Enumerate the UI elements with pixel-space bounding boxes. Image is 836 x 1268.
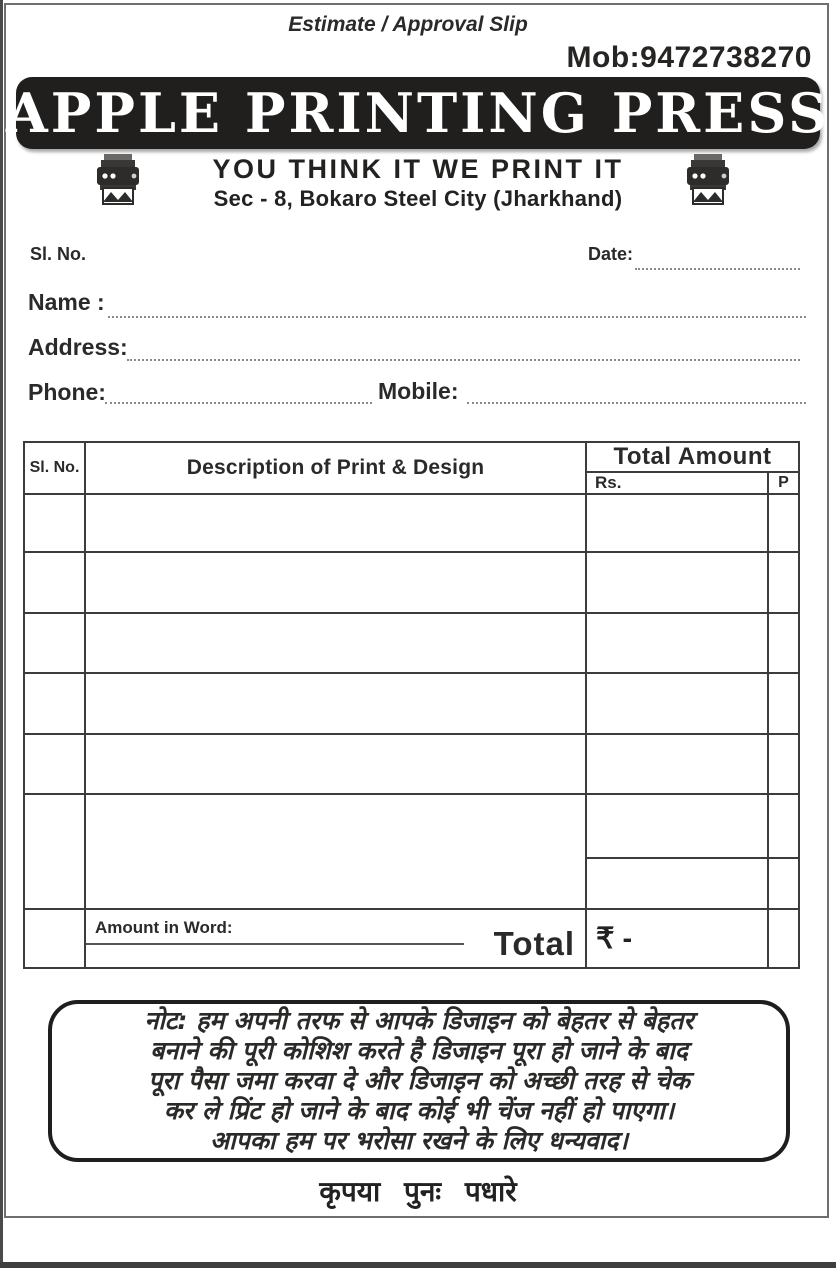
- col-header-description: Description of Print & Design: [85, 442, 586, 494]
- note-line-2: बनाने की पूरी कोशिश करते है डिजाइन पूरा हो जाने के बाद: [150, 1036, 688, 1065]
- sl-no-label: Sl. No.: [30, 244, 87, 264]
- items-table-wrapper: [23, 441, 800, 969]
- table-row: [24, 494, 799, 552]
- table-row: [24, 613, 799, 673]
- cell-paise: [768, 734, 799, 794]
- footer-message: कृपया पुनः पधारे: [319, 1175, 517, 1208]
- col-header-total-amount: Total Amount: [586, 442, 799, 472]
- name-field-line: [108, 316, 806, 318]
- amount-in-word-label: Amount in Word:: [95, 918, 233, 937]
- slip-type-title: Estimate / Approval Slip: [288, 13, 528, 36]
- cell-paise: [768, 613, 799, 673]
- cell-description: [85, 794, 586, 909]
- cell-paise: [768, 794, 799, 858]
- note-line-1: नोट: हम अपनी तरफ से आपके डिजाइन को बेहतर से बेहतर: [144, 1006, 694, 1035]
- phone-label: Phone:: [28, 379, 106, 405]
- date-label: Date:: [588, 244, 634, 264]
- cell-rupees: [586, 552, 768, 613]
- table-row: [24, 673, 799, 734]
- items-table: [23, 441, 800, 969]
- cell-sl-no: [24, 494, 85, 552]
- col-header-rupees: Rs.: [586, 472, 768, 494]
- cell-paise: [768, 494, 799, 552]
- cell-rupees: [586, 673, 768, 734]
- cell-rupees: [586, 794, 768, 858]
- cell-sl-no: [24, 552, 85, 613]
- cell-description: [85, 673, 586, 734]
- cell-sl-no: [24, 673, 85, 734]
- cell-sl-no: [24, 613, 85, 673]
- mobile-field-line: [467, 402, 806, 404]
- mobile-number-line: [0, 41, 812, 75]
- address-label: Address:: [28, 334, 128, 360]
- cell-sl-no: [24, 794, 85, 909]
- cell-paise: [768, 552, 799, 613]
- page-bottom-edge: [0, 1262, 836, 1268]
- business-name-banner: [5, 77, 831, 149]
- note-line-5: आपका हम पर भरोसा रखने के लिए धन्यवाद।: [209, 1126, 629, 1155]
- mobile-label: Mobile:: [378, 378, 459, 404]
- business-address: Sec - 8, Bokaro Steel City (Jharkhand): [213, 186, 623, 211]
- cell-sl-no: [24, 909, 85, 968]
- cell-description: [85, 734, 586, 794]
- amount-in-word-line: [86, 943, 464, 945]
- cell-description: [85, 552, 586, 613]
- table-row: [24, 734, 799, 794]
- note-line-4: कर ले प्रिंट हो जाने के बाद कोई भी चेंज नहीं हो पाएगा।: [163, 1096, 675, 1125]
- total-row: [24, 909, 799, 968]
- address-field-line: [127, 359, 800, 361]
- cell-description: [85, 613, 586, 673]
- note-box: [48, 1000, 790, 1162]
- mob-number: 9472738270: [640, 41, 812, 74]
- cell-sl-no: [24, 734, 85, 794]
- cell-rupees: [586, 858, 768, 909]
- name-label: Name :: [28, 289, 105, 315]
- business-name: APPLE PRINTING PRESS: [5, 81, 831, 145]
- col-header-sl-no: Sl. No.: [24, 442, 85, 494]
- cell-rupees: [586, 734, 768, 794]
- tagline: YOU THINK IT WE PRINT IT: [212, 154, 624, 184]
- cell-description: [85, 494, 586, 552]
- table-row: [24, 794, 799, 858]
- table-row: [24, 552, 799, 613]
- cell-paise: [768, 673, 799, 734]
- date-field-line: [635, 268, 800, 270]
- note-line-3: पूरा पैसा जमा करवा दे और डिजाइन को अच्छी तरह से चेक: [148, 1066, 690, 1095]
- col-header-paise: P: [768, 472, 799, 494]
- cell-rupees: [586, 494, 768, 552]
- cell-paise: [768, 909, 799, 968]
- cell-rupees: [586, 613, 768, 673]
- mob-label: Mob:: [566, 41, 641, 74]
- total-value-cell: ₹ -: [586, 909, 768, 968]
- phone-field-line: [105, 402, 372, 404]
- cell-paise: [768, 858, 799, 909]
- amount-in-word-cell: [85, 909, 586, 968]
- total-label: Total: [493, 925, 575, 962]
